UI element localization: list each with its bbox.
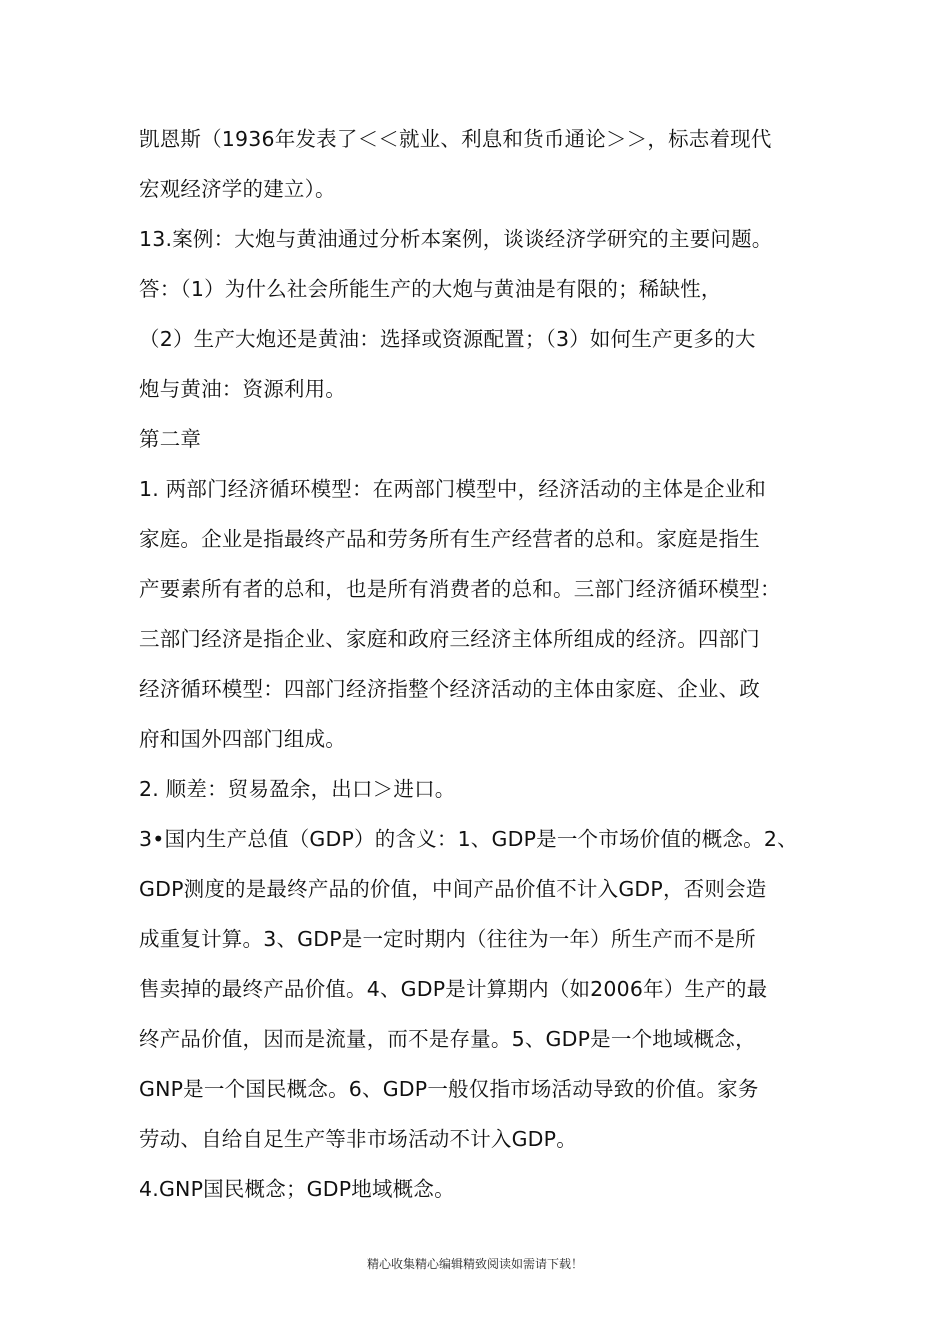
- text-line: 劳动、自给自足生产等非市场活动不计入GDP。: [139, 1127, 577, 1151]
- text-line: 终产品价值，因而是流量，而不是存量。5、GDP是一个地域概念，: [139, 1027, 756, 1051]
- text-line: 4.GNP国民概念；GDP地域概念。: [139, 1177, 455, 1201]
- text-line: 凯恩斯（1936年发表了＜＜就业、利息和货币通论＞＞，标志着现代: [139, 127, 772, 151]
- text-line: 家庭。企业是指最终产品和劳务所有生产经营者的总和。家庭是指生: [139, 527, 760, 551]
- text-line: 3•国内生产总值（GDP）的含义：1、GDP是一个市场价值的概念。2、: [139, 827, 798, 851]
- text-line: 答：（1）为什么社会所能生产的大炮与黄油是有限的；稀缺性，: [139, 277, 722, 301]
- chapter-heading: 第二章: [139, 427, 202, 451]
- text-line: （2）生产大炮还是黄油：选择或资源配置；（3）如何生产更多的大: [139, 327, 756, 351]
- text-line: 成重复计算。3、GDP是一定时期内（往往为一年）所生产而不是所: [139, 927, 756, 951]
- text-line: 产要素所有者的总和，也是所有消费者的总和。三部门经济循环模型：: [139, 577, 781, 601]
- text-line: 三部门经济是指企业、家庭和政府三经济主体所组成的经济。四部门: [139, 627, 760, 651]
- text-line: 2. 顺差：贸易盈余，出口＞进口。: [139, 777, 456, 801]
- text-line: 宏观经济学的建立）。: [139, 177, 336, 201]
- text-line: 13.案例：大炮与黄油通过分析本案例，谈谈经济学研究的主要问题。: [139, 227, 773, 251]
- text-line: 1. 两部门经济循环模型：在两部门模型中，经济活动的主体是企业和: [139, 477, 766, 501]
- text-line: 售卖掉的最终产品价值。4、GDP是计算期内（如2006年）生产的最: [139, 977, 768, 1001]
- text-line: 经济循环模型：四部门经济指整个经济活动的主体由家庭、企业、政: [139, 677, 760, 701]
- text-line: 府和国外四部门组成。: [139, 727, 346, 751]
- text-line: 炮与黄油：资源利用。: [139, 377, 346, 401]
- text-line: GNP是一个国民概念。6、GDP一般仅指市场活动导致的价值。家务: [139, 1077, 759, 1101]
- page-footer: 精心收集精心编辑精致阅读如需请下载！: [366, 1257, 583, 1271]
- text-line: GDP测度的是最终产品的价值，中间产品价值不计入GDP，否则会造: [139, 877, 767, 901]
